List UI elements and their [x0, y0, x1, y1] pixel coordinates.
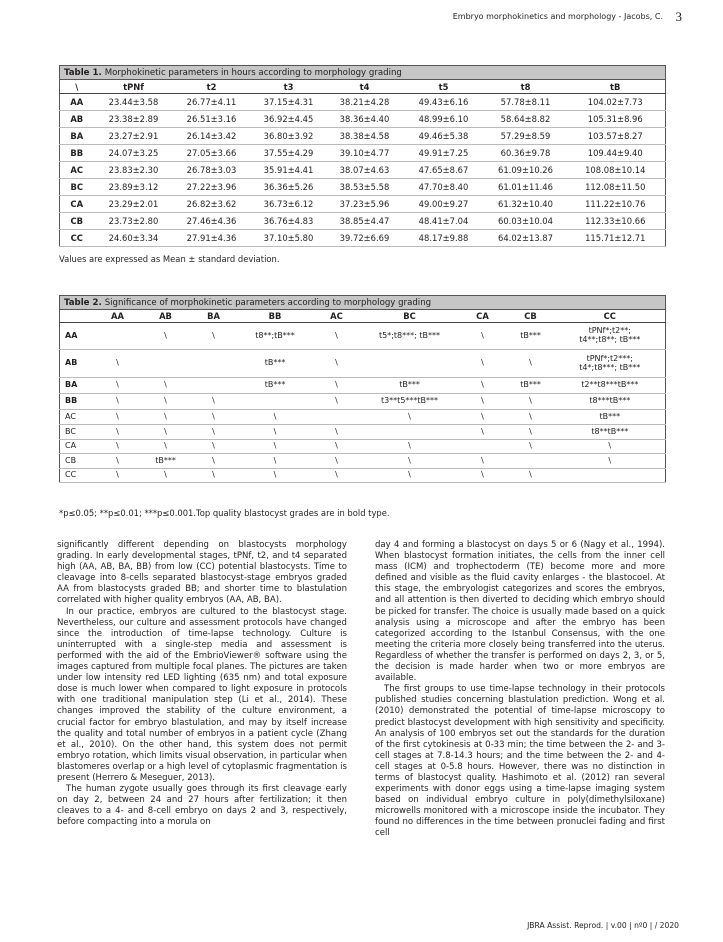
- cell: tB***: [238, 378, 313, 394]
- table-row: [60, 162, 666, 179]
- cell: \: [313, 323, 361, 350]
- cell: 24.07±3.25: [94, 145, 174, 162]
- cell: 39.10±4.77: [328, 145, 402, 162]
- col-header: CC: [555, 310, 666, 323]
- cell: 49.46±5.38: [402, 128, 486, 145]
- cell: 36.76±4.83: [250, 213, 328, 230]
- cell: 26.77±4.11: [174, 94, 250, 111]
- cell: 60.03±10.04: [486, 213, 566, 230]
- cell: 49.43±6.16: [402, 94, 486, 111]
- cell: tB***: [238, 350, 313, 378]
- cell-multiline: [555, 323, 666, 350]
- cell: \: [94, 440, 142, 454]
- row-label: BB: [60, 145, 94, 162]
- cell: [507, 454, 555, 469]
- cell: 35.91±4.41: [250, 162, 328, 179]
- table-row: [60, 213, 666, 230]
- cell: \: [459, 350, 507, 378]
- cell: \: [142, 323, 190, 350]
- running-title: Embryo morphokinetics and morphology - Jacobs, C.: [452, 12, 663, 21]
- cell: 26.14±3.42: [174, 128, 250, 145]
- cell: 23.83±2.30: [94, 162, 174, 179]
- cell: \: [190, 440, 238, 454]
- cell: 37.15±4.31: [250, 94, 328, 111]
- cell: 48.17±9.88: [402, 230, 486, 247]
- row-label: CA: [60, 440, 94, 454]
- cell: \: [142, 378, 190, 394]
- cell: 27.46±4.36: [174, 213, 250, 230]
- row-label: AA: [60, 323, 94, 350]
- cell: t3**t5***tB***: [361, 394, 459, 410]
- cell: 60.36±9.78: [486, 145, 566, 162]
- row-label: AB: [60, 111, 94, 128]
- cell: 37.55±4.29: [250, 145, 328, 162]
- cell: \: [555, 454, 666, 469]
- cell: \: [507, 350, 555, 378]
- cell: [555, 469, 666, 483]
- cell: [190, 350, 238, 378]
- table-row: [60, 128, 666, 145]
- cell: \: [94, 469, 142, 483]
- row-label: CB: [60, 213, 94, 230]
- table-row-cb: [60, 454, 666, 469]
- col-header: BA: [190, 310, 238, 323]
- table-1-note: Values are expressed as Mean ± standard deviation.: [59, 254, 280, 264]
- cell: t8**tB***: [555, 425, 666, 440]
- cell: \: [361, 410, 459, 425]
- cell: \: [94, 394, 142, 410]
- col-header: t2: [174, 80, 250, 94]
- cell: \: [361, 469, 459, 483]
- table-2-caption: Table 2. Significance of morphokinetic parameters according to morphology grading: [60, 296, 666, 310]
- cell: \: [361, 454, 459, 469]
- cell: 26.82±3.62: [174, 196, 250, 213]
- cell-line: t4*;t8***; tB***: [579, 362, 641, 372]
- cell: \: [142, 425, 190, 440]
- cell: 36.92±4.45: [250, 111, 328, 128]
- col-header: AC: [313, 310, 361, 323]
- cell-line: tPNf*;t2***;: [586, 353, 633, 363]
- col-header: t8: [486, 80, 566, 94]
- cell: [238, 394, 313, 410]
- cell: 61.32±10.40: [486, 196, 566, 213]
- cell: 27.05±3.66: [174, 145, 250, 162]
- table-1-caption-row: [60, 66, 666, 80]
- col-header: t3: [250, 80, 328, 94]
- cell: [142, 350, 190, 378]
- cell: \: [313, 454, 361, 469]
- cell: tB***: [507, 323, 555, 350]
- cell: 112.08±11.50: [566, 179, 666, 196]
- table-row-aa: [60, 323, 666, 350]
- cell: \: [142, 394, 190, 410]
- row-label: CC: [60, 230, 94, 247]
- cell: 23.29±2.01: [94, 196, 174, 213]
- cell: 23.73±2.80: [94, 213, 174, 230]
- cell: 38.38±4.58: [328, 128, 402, 145]
- page-number: 3: [675, 9, 682, 24]
- col-header: BC: [361, 310, 459, 323]
- cell: 27.22±3.96: [174, 179, 250, 196]
- table-2-note: *p≤0.05; **p≤0.01; ***p≤0.001.Top quality blastocyst grades are in bold type.: [59, 508, 390, 518]
- cell: 112.33±10.66: [566, 213, 666, 230]
- cell: \: [507, 425, 555, 440]
- row-label: AC: [60, 410, 94, 425]
- row-label: CA: [60, 196, 94, 213]
- cell: 61.01±11.46: [486, 179, 566, 196]
- col-header: [60, 310, 94, 323]
- table-row: [60, 111, 666, 128]
- cell: 111.22±10.76: [566, 196, 666, 213]
- cell: \: [238, 410, 313, 425]
- table-2: [59, 295, 666, 483]
- cell: \: [459, 410, 507, 425]
- row-label: BC: [60, 425, 94, 440]
- cell: 23.89±3.12: [94, 179, 174, 196]
- col-header: CA: [459, 310, 507, 323]
- col-header: tPNf: [94, 80, 174, 94]
- row-label: BB: [60, 394, 94, 410]
- row-label: CC: [60, 469, 94, 483]
- cell: 24.60±3.34: [94, 230, 174, 247]
- table-2-caption-row: [60, 296, 666, 310]
- cell: \: [190, 394, 238, 410]
- table-1-header-row: [60, 80, 666, 94]
- row-label: CB: [60, 454, 94, 469]
- cell: 48.41±7.04: [402, 213, 486, 230]
- cell: \: [313, 425, 361, 440]
- cell: 23.27±2.91: [94, 128, 174, 145]
- cell: 36.80±3.92: [250, 128, 328, 145]
- col-header: BB: [238, 310, 313, 323]
- cell: \: [507, 469, 555, 483]
- cell: tB***: [507, 378, 555, 394]
- cell: tB***: [142, 454, 190, 469]
- cell: 26.51±3.16: [174, 111, 250, 128]
- cell: \: [94, 350, 142, 378]
- col-header: tB: [566, 80, 666, 94]
- cell: \: [313, 378, 361, 394]
- cell: 104.02±7.73: [566, 94, 666, 111]
- row-label: BC: [60, 179, 94, 196]
- table-row-ba: [60, 378, 666, 394]
- cell: 23.44±3.58: [94, 94, 174, 111]
- cell: [459, 440, 507, 454]
- col-header: AB: [142, 310, 190, 323]
- cell: 103.57±8.27: [566, 128, 666, 145]
- cell: [94, 323, 142, 350]
- body-column-left: [57, 540, 347, 828]
- table-row: [60, 196, 666, 213]
- cell: \: [238, 440, 313, 454]
- cell: 57.78±8.11: [486, 94, 566, 111]
- cell: \: [459, 469, 507, 483]
- cell-multiline: [555, 350, 666, 378]
- cell: 38.36±4.40: [328, 111, 402, 128]
- cell: \: [190, 425, 238, 440]
- cell: [361, 350, 459, 378]
- cell: 36.36±5.26: [250, 179, 328, 196]
- running-header: [0, 10, 723, 26]
- cell: 61.09±10.26: [486, 162, 566, 179]
- cell: 109.44±9.40: [566, 145, 666, 162]
- cell: 38.53±5.58: [328, 179, 402, 196]
- cell: \: [238, 454, 313, 469]
- cell: \: [507, 440, 555, 454]
- table-1-caption: Table 1. Morphokinetic parameters in hours according to morphology grading: [60, 66, 666, 80]
- table-row: [60, 179, 666, 196]
- table-row: [60, 94, 666, 111]
- cell: \: [94, 454, 142, 469]
- cell: t8**;tB***: [238, 323, 313, 350]
- cell: \: [142, 410, 190, 425]
- cell: 115.71±12.71: [566, 230, 666, 247]
- table-2-header-row: [60, 310, 666, 323]
- col-header: t5: [402, 80, 486, 94]
- table-row-bc: [60, 425, 666, 440]
- cell: tB***: [555, 410, 666, 425]
- cell: \: [190, 323, 238, 350]
- cell: \: [459, 425, 507, 440]
- cell: 108.08±10.14: [566, 162, 666, 179]
- cell: [361, 425, 459, 440]
- body-column-right: [375, 540, 665, 840]
- cell: 39.72±6.69: [328, 230, 402, 247]
- cell: 105.31±8.96: [566, 111, 666, 128]
- cell: \: [142, 469, 190, 483]
- cell: 57.29±8.59: [486, 128, 566, 145]
- cell: \: [94, 425, 142, 440]
- table-1: [59, 65, 666, 247]
- col-header: \: [60, 80, 94, 94]
- col-header: t4: [328, 80, 402, 94]
- cell: t8***tB***: [555, 394, 666, 410]
- cell: \: [313, 394, 361, 410]
- cell: \: [238, 469, 313, 483]
- paragraph: significantly different depending on blastocysts morphology grading. In early developmental stages, tPNf, t2, and t4 separated high (AA, AB, BA, BB) from low (CC) potential blastocysts. Time to cleavage into 8-cells separated blastocyst-stage embryos graded AA from blastocysts graded BB; and shorter time to blastulation correlated with higher quality embryos (AA, AB, BA).: [57, 540, 347, 606]
- page-footer: JBRA Assist. Reprod. | v.00 | nº0 | / 2020: [527, 921, 679, 930]
- cell: \: [361, 440, 459, 454]
- cell: 58.64±8.82: [486, 111, 566, 128]
- cell: \: [142, 440, 190, 454]
- row-label: AB: [60, 350, 94, 378]
- cell: \: [507, 394, 555, 410]
- cell: \: [555, 440, 666, 454]
- cell: 38.21±4.28: [328, 94, 402, 111]
- cell: 27.91±4.36: [174, 230, 250, 247]
- cell: t5*;t8***; tB***: [361, 323, 459, 350]
- cell-line: tPNf*;t2**;: [588, 326, 631, 336]
- cell: 47.70±8.40: [402, 179, 486, 196]
- cell: 38.07±4.63: [328, 162, 402, 179]
- col-header: CB: [507, 310, 555, 323]
- cell: \: [94, 410, 142, 425]
- cell: \: [190, 410, 238, 425]
- cell-line: t4**;t8**; tB***: [579, 335, 641, 344]
- table-row: [60, 230, 666, 247]
- paragraph: day 4 and forming a blastocyst on days 5 or 6 (Nagy et al., 1994). When blastocyst formation initiates, the cells from the inner cell mass (ICM) and trophectoderm (TE) become more and more defined and visible as the fluid cavity enlarges - the blastocoel. At this stage, the embryologist categorizes and scores the embryos, and all attention is then diverted to deciding which embryo should be picked for transfer. The choice is usually made based on a quick analysis using a microscope and after the embryo has been categorized according to the Istanbul Consensus, with the one meeting the criteria more closely being transferred into the uterus. Regardless of whether the transfer is performed on days 2, 3, or 5, the decision is made harder when two or more embryos are available.: [375, 540, 665, 684]
- cell: 37.10±5.80: [250, 230, 328, 247]
- cell: 49.00±9.27: [402, 196, 486, 213]
- cell: 23.38±2.89: [94, 111, 174, 128]
- cell: \: [459, 394, 507, 410]
- table-row: [60, 145, 666, 162]
- cell: 64.02±13.87: [486, 230, 566, 247]
- cell: \: [238, 425, 313, 440]
- cell: 49.91±7.25: [402, 145, 486, 162]
- row-label: AA: [60, 94, 94, 111]
- paragraph: The human zygote usually goes through its first cleavage early on day 2, between 24 and 27 hours after fertilization; it then cleaves to a 4- and 8-cell embryo on days 2 and 3, respectively, before compacting into a morula on: [57, 784, 347, 828]
- table-row-bb: [60, 394, 666, 410]
- cell: t2**t8***tB***: [555, 378, 666, 394]
- cell: \: [313, 350, 361, 378]
- cell: \: [459, 454, 507, 469]
- cell: \: [190, 454, 238, 469]
- table-row-ca: [60, 440, 666, 454]
- cell: 37.23±5.96: [328, 196, 402, 213]
- cell: 26.78±3.03: [174, 162, 250, 179]
- cell: \: [94, 378, 142, 394]
- cell: \: [507, 410, 555, 425]
- cell: 48.99±6.10: [402, 111, 486, 128]
- table-row-ac: [60, 410, 666, 425]
- cell: [190, 378, 238, 394]
- paragraph: The first groups to use time-lapse technology in their protocols published studies concerning blastulation prediction. Wong et al. (2010) demonstrated the potential of time-lapse microscopy to predict blastocyst development with high sensitivity and specificity. An analysis of 100 embryos set out the standards for the duration of the first cytokinesis at 0-33 min; the time between the 2- and 3-cell stages at 7.8-14.3 hours; and the time between the 2- and 4-cell stages at 0-5.8 hours. However, there was no distinction in terms of blastocyst quality. Hashimoto et al. (2012) ran several experiments with donor eggs using a time-lapse imaging system based on individual embryo culture in poly(dimethylsiloxane) microwells monitored with a microscope inside the incubator. They found no differences in the time between pronuclei fading and first cell: [375, 684, 665, 839]
- paragraph: In our practice, embryos are cultured to the blastocyst stage. Nevertheless, our culture and assessment protocols have changed since the introduction of time-lapse technology. Culture is uninterrupted with a single-step media and assessment is performed with the aid of the EmbrioViewer® software using the images captured from multiple focal planes. The pictures are taken under low intensity red LED lighting (635 nm) and total exposure dose is much lower when compared to light exposure in protocols with one traditional manipulation step (Li et al., 2014). These changes improved the stability of the culture environment, a crucial factor for embryo blastulation, and may by itself increase the quality and total number of embryos in a patient cycle (Zhang et al., 2010). On the other hand, this system does not permit embryo rotation, which limits visual observation, in particular when blastomeres overlap or a high level of cytoplasmic fragmentation is present (Herrero & Meseguer, 2013).: [57, 606, 347, 783]
- col-header: AA: [94, 310, 142, 323]
- row-label: AC: [60, 162, 94, 179]
- row-label: BA: [60, 128, 94, 145]
- cell: tB***: [361, 378, 459, 394]
- table-row-cc: [60, 469, 666, 483]
- cell: \: [459, 323, 507, 350]
- cell: \: [190, 469, 238, 483]
- cell: \: [459, 378, 507, 394]
- row-label: BA: [60, 378, 94, 394]
- cell: 47.65±8.67: [402, 162, 486, 179]
- cell: \: [313, 440, 361, 454]
- table-row-ab: [60, 350, 666, 378]
- cell: \: [313, 469, 361, 483]
- cell: [313, 410, 361, 425]
- cell: 36.73±6.12: [250, 196, 328, 213]
- cell: 38.85±4.47: [328, 213, 402, 230]
